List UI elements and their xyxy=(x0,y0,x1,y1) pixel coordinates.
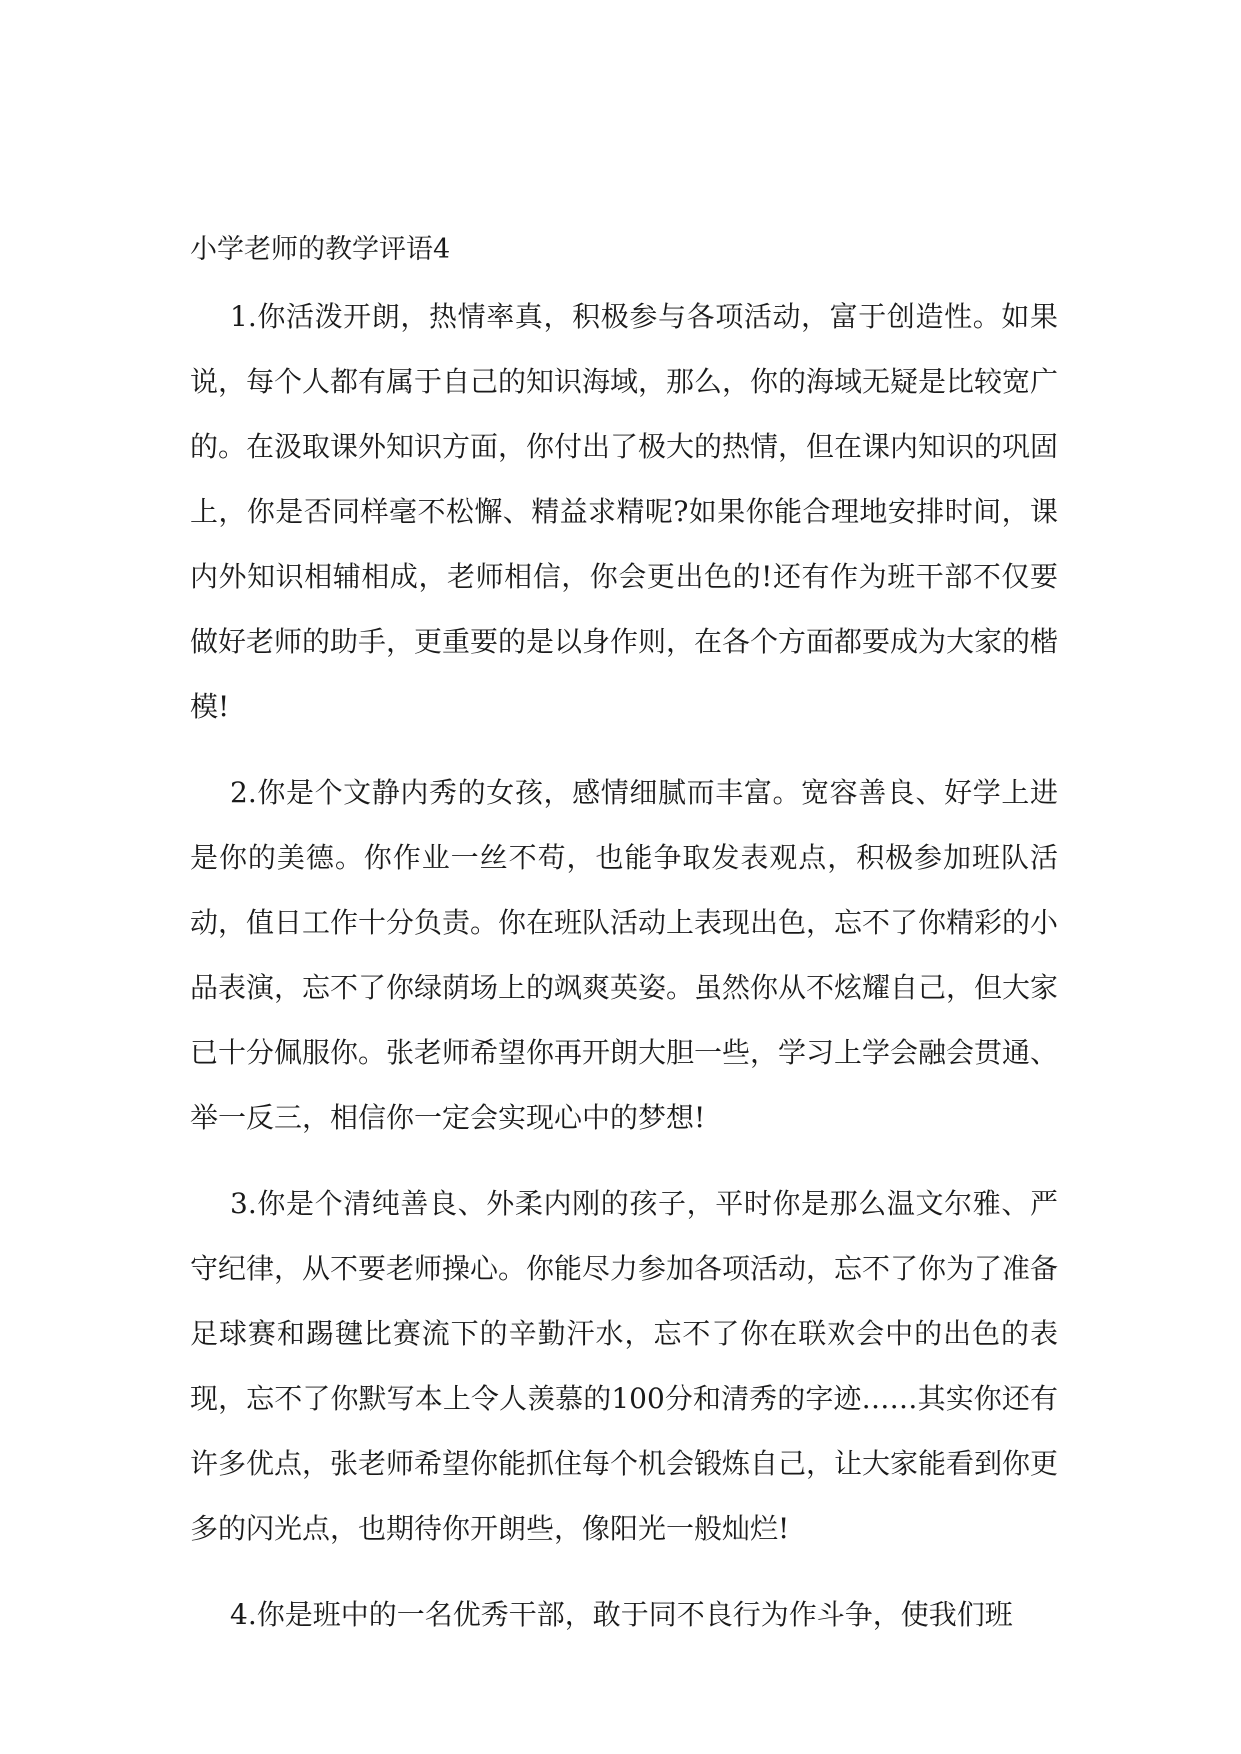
paragraph-1: 1.你活泼开朗，热情率真，积极参与各项活动，富于创造性。如果说，每个人都有属于自己的知识海域，那么，你的海域无疑是比较宽广的。在汲取课外知识方面，你付出了极大的热情，但在课内知识的巩固上，你是否同样毫不松懈、精益求精呢?如果你能合理地安排时间，课内外知识相辅相成，老师相信，你会更出色的!还有作为班干部不仅要做好老师的助手，更重要的是以身作则，在各个方面都要成为大家的楷模! xyxy=(190,300,1059,723)
paragraph-2: 2.你是个文静内秀的女孩，感情细腻而丰富。宽容善良、好学上进是你的美德。你作业一丝不苟，也能争取发表观点，积极参加班队活动，值日工作十分负责。你在班队活动上表现出色，忘不了你精彩的小品表演，忘不了你绿荫场上的飒爽英姿。虽然你从不炫耀自己，但大家已十分佩服你。张老师希望你再开朗大胆一些，学习上学会融会贯通、举一反三，相信你一定会实现心中的梦想! xyxy=(190,776,1059,1134)
document-title: 小学老师的教学评语4 xyxy=(190,234,451,265)
document-body xyxy=(190,228,1058,1647)
paragraph-4: 4.你是班中的一名优秀干部，敢于同不良行为作斗争，使我们班 xyxy=(230,1598,1013,1631)
paragraph-3: 3.你是个清纯善良、外柔内刚的孩子，平时你是那么温文尔雅、严守纪律，从不要老师操心。你能尽力参加各项活动，忘不了你为了准备足球赛和踢毽比赛流下的辛勤汗水，忘不了你在联欢会中的出色的表现，忘不了你默写本上令人羡慕的100分和清秀的字迹……其实你还有许多优点，张老师希望你能抓住每个机会锻炼自己，让大家能看到你更多的闪光点，也期待你开朗些，像阳光一般灿烂! xyxy=(190,1187,1059,1545)
